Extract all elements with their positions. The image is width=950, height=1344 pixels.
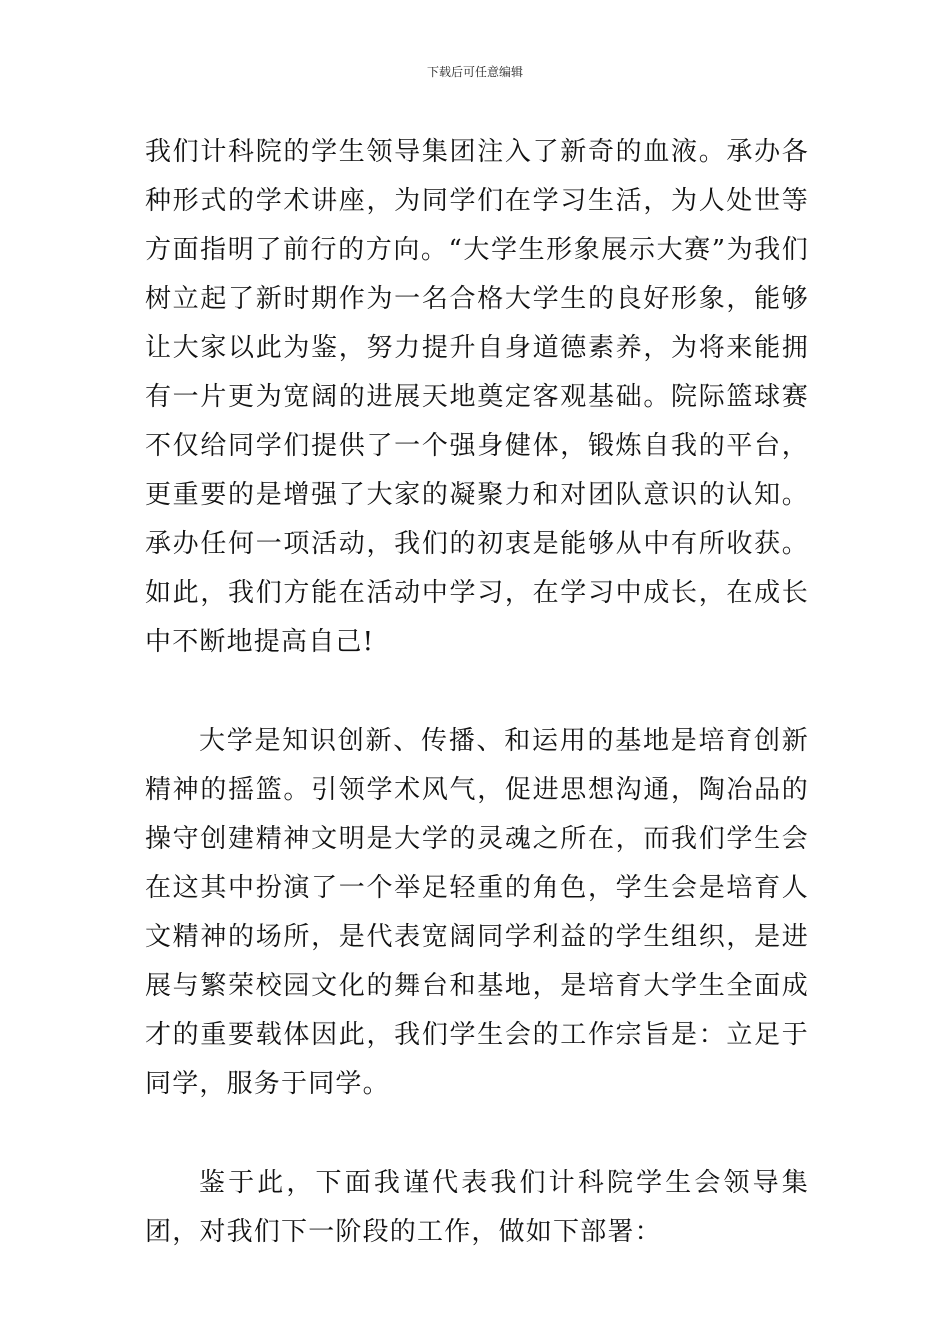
page-header: 下载后可任意编辑 [426,65,523,79]
paragraph-gap [145,667,809,717]
paragraph-gap [145,1109,809,1159]
document-body [145,128,809,1257]
paragraph-2: 大学是知识创新、传播、和运用的基地是培育创新精神的摇篮。引领学术风气，促进思想沟通，陶冶品的操守创建精神文明是大学的灵魂之所在，而我们学生会在这其中扮演了一个举足轻重的角色，学生会是培育人文精神的场所，是代表宽阔同学利益的学生组织，是进展与繁荣校园文化的舞台和基地，是培育大学生全面成才的重要载体因此，我们学生会的工作宗旨是：立足于同学，服务于同学。 [145,726,809,1099]
paragraph-1: 我们计科院的学生领导集团注入了新奇的血液。承办各种形式的学术讲座，为同学们在学习生活，为人处世等方面指明了前行的方向。“大学生形象展示大赛”为我们树立起了新时期作为一名合格大学生的良好形象，能够让大家以此为鉴，努力提升自身道德素养，为将来能拥有一片更为宽阔的进展天地奠定客观基础。院际篮球赛不仅给同学们提供了一个强身健体，锻炼自我的平台，更重要的是增强了大家的凝聚力和对团队意识的认知。承办任何一项活动，我们的初衷是能够从中有所收获。如此，我们方能在活动中学习，在学习中成长，在成长中不断地提高自己! [145,137,809,657]
paragraph-3: 鉴于此，下面我谨代表我们计科院学生会领导集团，对我们下一阶段的工作，做如下部署： [145,1168,809,1247]
